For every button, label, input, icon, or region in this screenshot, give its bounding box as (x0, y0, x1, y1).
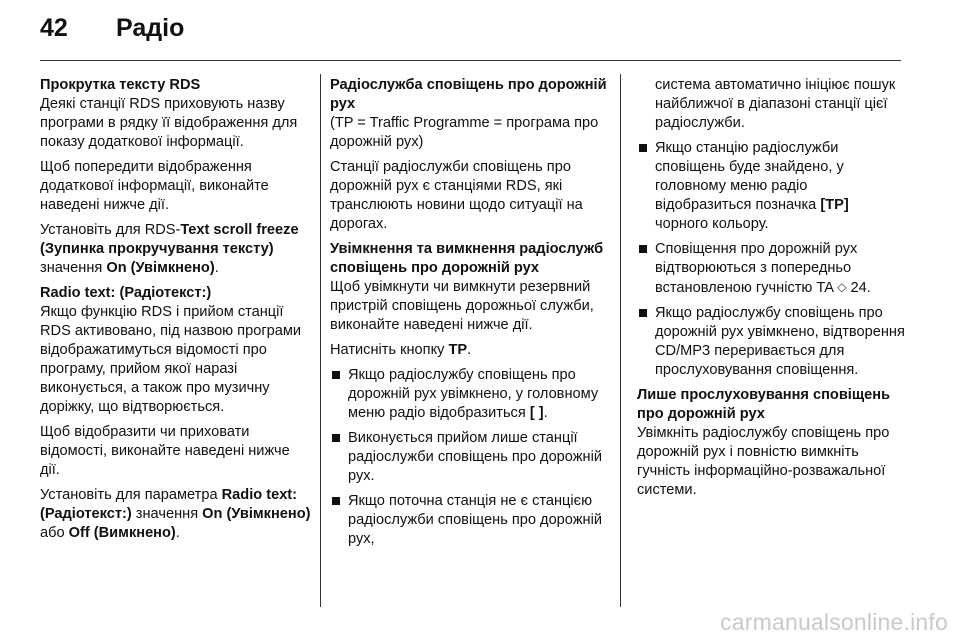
text: . (467, 342, 472, 358)
list-item (637, 240, 905, 298)
list-item-continued: система автоматично ініціює пошук найближчої в діапазоні станції цієї радіослужби. (655, 77, 896, 131)
setting-name: Radio text: (Радіотекст:) (40, 487, 298, 522)
text: Якщо радіослужбу сповіщень про дорожній рух увімкнено, у головному меню радіо відобразиться (348, 367, 599, 421)
setting-value: On (Увімкнено) (202, 506, 311, 522)
page-reference-arrow-icon: ◇ (837, 280, 847, 294)
paragraph: (TP = Traffic Programme = програма про дорожній рух) (330, 115, 599, 150)
display-mark: [TP] (820, 197, 849, 213)
page-reference: 24. (846, 280, 871, 296)
heading-toggle-tp: Увімкнення та вимкнення радіослужб сповіщень про дорожній рух (330, 241, 604, 276)
watermark: carmanualsonline.info (720, 609, 948, 635)
bullet-list (637, 76, 905, 380)
text: Натисніть кнопку (330, 342, 449, 358)
section-title: Радіо (116, 14, 185, 42)
text: Установіть для параметра (40, 487, 222, 503)
page-header (40, 14, 920, 50)
text: чорного кольору. (655, 216, 769, 232)
paragraph (40, 221, 312, 278)
key-name: TP (448, 342, 468, 358)
list-item (637, 139, 905, 234)
setting-value: Off (Вимкнено) (68, 525, 176, 541)
column-divider-2 (620, 74, 621, 607)
bullet-list (330, 366, 612, 549)
paragraph: Щоб увімкнути чи вимкнути резервний пристрій сповіщень дорожньої служби, виконайте наведені нижче дії. (330, 279, 594, 333)
paragraph (330, 341, 612, 360)
heading-rds-scroll: Прокрутка тексту RDS (40, 77, 201, 93)
column-divider-1 (320, 74, 321, 607)
text: . (543, 405, 548, 421)
setting-value: On (Увімкнено) (106, 260, 215, 276)
text: . (175, 525, 180, 541)
paragraph: Якщо функцію RDS і прийом станції RDS активовано, під назвою програми відображатимуться відомості про програму, прийом якої наразі виконується, а також про музичну доріжку, що відтворюється. (40, 304, 302, 415)
paragraph: Деякі станції RDS приховують назву програми в рядку її відображення для показу додаткової інформації. (40, 96, 298, 150)
column-1 (40, 76, 312, 549)
paragraph (40, 486, 312, 543)
heading-traffic-programme: Радіослужба сповіщень про дорожній рух (330, 77, 607, 112)
header-rule (40, 60, 901, 61)
paragraph: Щоб відобразити чи приховати відомості, виконайте наведені нижче дії. (40, 424, 290, 478)
list-item: Якщо радіослужбу сповіщень про дорожній рух увімкнено, відтворення CD/MP3 переривається для прослуховування сповіщення. (637, 304, 905, 380)
text: або (40, 525, 69, 541)
text: . (214, 260, 219, 276)
setting-name: Text scroll freeze (Зупинка прокручування тексту) (40, 222, 299, 257)
paragraph: Щоб попередити відображення додаткової інформації, виконайте наведені нижче дії. (40, 159, 269, 213)
paragraph: Увімкніть радіослужбу сповіщень про дорожній рух і повністю вимкніть гучність інформаційно-розважальної системи. (637, 425, 890, 498)
list-item: Виконується прийом лише станції радіослужби сповіщень про дорожній рух. (330, 429, 612, 486)
list-item: Якщо поточна станція не є станцією радіослужби сповіщень про дорожній рух, (330, 492, 612, 549)
list-item (330, 366, 612, 423)
text: Якщо станцію радіослужби сповіщень буде знайдено, у головному меню радіо відобразиться позначка (655, 140, 844, 213)
text: Установіть для RDS- (40, 222, 181, 238)
heading-radio-text: Radio text: (Радіотекст:) (40, 285, 212, 301)
display-mark: [ ] (529, 405, 544, 421)
column-2 (330, 76, 612, 555)
paragraph: Станції радіослужби сповіщень про дорожній рух є станціями RDS, які транслюють новини щодо ситуації на дорогах. (330, 159, 583, 232)
text: Сповіщення про дорожній рух відтворюються з попередньо встановленою гучністю TA (655, 241, 858, 296)
column-3 (637, 76, 905, 506)
page-number: 42 (40, 14, 68, 42)
heading-traffic-only: Лише прослуховування сповіщень про дорожній рух (637, 387, 891, 422)
text: значення (40, 260, 107, 276)
text: значення (131, 506, 203, 522)
